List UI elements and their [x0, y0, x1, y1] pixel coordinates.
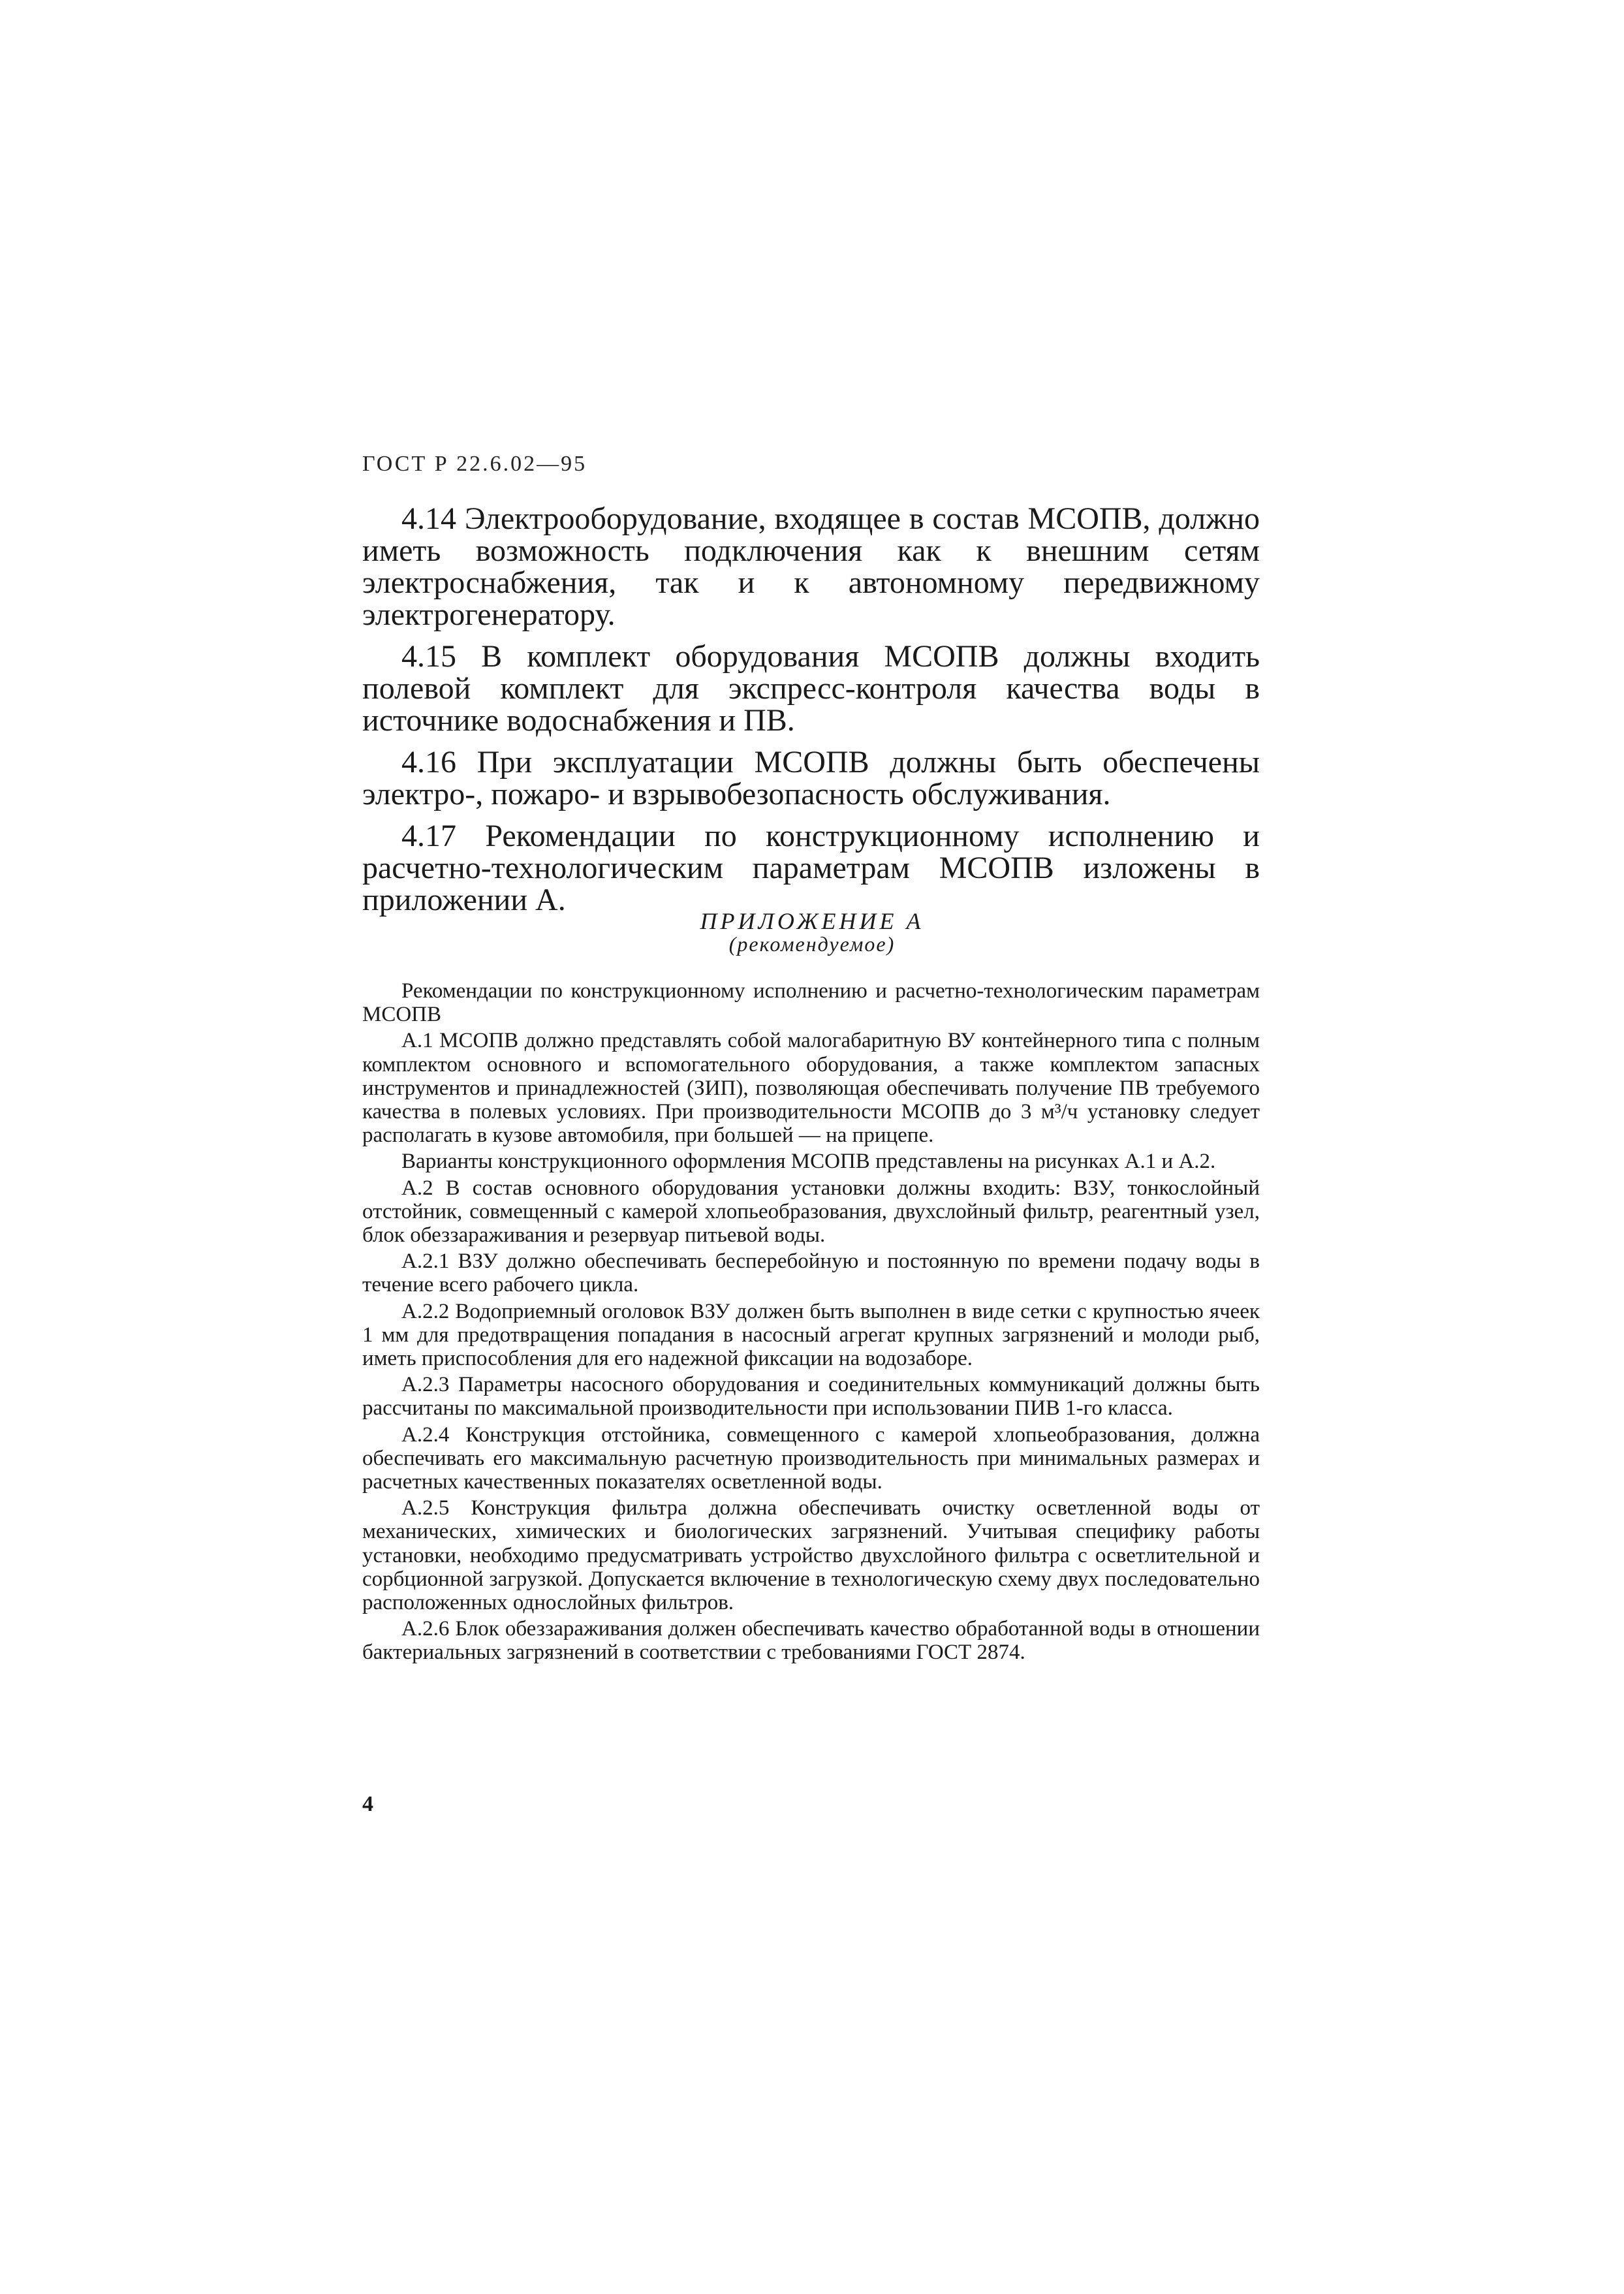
page-number: 4 — [362, 1792, 373, 1816]
paragraph-4-15: 4.15 В комплект оборудования МСОПВ должны входить полевой комплект для экспресс-контроля качества воды в источнике водоснабжения и ПВ. — [362, 639, 1260, 738]
appendix-intro: Рекомендации по конструкционному исполнению и расчетно-технологическим параметрам МСОПВ — [362, 979, 1260, 1027]
paragraph-a-2-5: А.2.5 Конструкция фильтра должна обеспечивать очистку осветленной воды от механических, химических и биологических загрязнений. Учитывая специфику работы установки, необходимо предусматривать устройство двухслойного фильтра с осветлительной и сорбционной загрузкой. Допускается включение в технологическую схему двух последовательно расположенных однослойных фильтров. — [362, 1496, 1260, 1615]
paragraph-a-2-1: А.2.1 ВЗУ должно обеспечивать бесперебойную и постоянную по времени подачу воды в течение всего рабочего цикла. — [362, 1249, 1260, 1297]
main-text-section — [362, 503, 1260, 926]
paragraph-4-14: 4.14 Электрооборудование, входящее в состав МСОПВ, должно иметь возможность подключения как к внешним сетям электроснабжения, так и к автономному передвижному электрогенератору. — [362, 501, 1260, 632]
appendix-text-section — [362, 979, 1260, 1667]
appendix-title: ПРИЛОЖЕНИЕ А — [700, 908, 924, 934]
paragraph-a-2-2: А.2.2 Водоприемный оголовок ВЗУ должен быть выполнен в виде сетки с крупностью ячеек 1 мм для предотвращения попадания в насосный агрегат крупных загрязнений и молоди рыб, иметь приспособления для его надежной фиксации на водозаборе. — [362, 1299, 1260, 1371]
paragraph-a-1: А.1 МСОПВ должно представлять собой малогабаритную ВУ контейнерного типа с полным комплектом основного и вспомогательного оборудования, а также комплектом запасных инструментов и принадлежностей (ЗИП), позволяющая обеспечивать получение ПВ требуемого качества в полевых условиях. При производительности МСОПВ до 3 м³/ч установку следует располагать в кузове автомобиля, при большей — на прицепе. — [362, 1029, 1260, 1148]
paragraph-a-2: А.2 В состав основного оборудования установки должны входить: ВЗУ, тонкослойный отстойник, совмещенный с камерой хлопьеобразования, двухслойный фильтр, реагентный узел, блок обеззараживания и резервуар питьевой воды. — [362, 1176, 1260, 1248]
paragraph-a-2-3: А.2.3 Параметры насосного оборудования и соединительных коммуникаций должны быть рассчитаны по максимальной производительности при использовании ПИВ 1-го класса. — [362, 1373, 1260, 1421]
paragraph-a-2-6: А.2.6 Блок обеззараживания должен обеспечивать качество обработанной воды в отношении бактериальных загрязнений в соответствии с требованиями ГОСТ 2874. — [362, 1617, 1260, 1665]
paragraph-a-2-4: А.2.4 Конструкция отстойника, совмещенного с камерой хлопьеобразования, должна обеспечивать его максимальную расчетную производительность при минимальных размерах и расчетных качественных показателях осветленной воды. — [362, 1422, 1260, 1494]
paragraph-4-16: 4.16 При эксплуатации МСОПВ должны быть обеспечены электро-, пожаро- и взрывобезопасность обслуживания. — [362, 745, 1260, 811]
appendix-subtitle: (рекомендуемое) — [728, 932, 896, 956]
paragraph-variants: Варианты конструкционного оформления МСОПВ представлены на рисунках А.1 и А.2. — [401, 1150, 1216, 1174]
standard-code-header: ГОСТ Р 22.6.02—95 — [362, 452, 587, 476]
paragraph-4-17: 4.17 Рекомендации по конструкционному исполнению и расчетно-технологическим параметрам МСОПВ изложены в приложении А. — [362, 819, 1260, 917]
